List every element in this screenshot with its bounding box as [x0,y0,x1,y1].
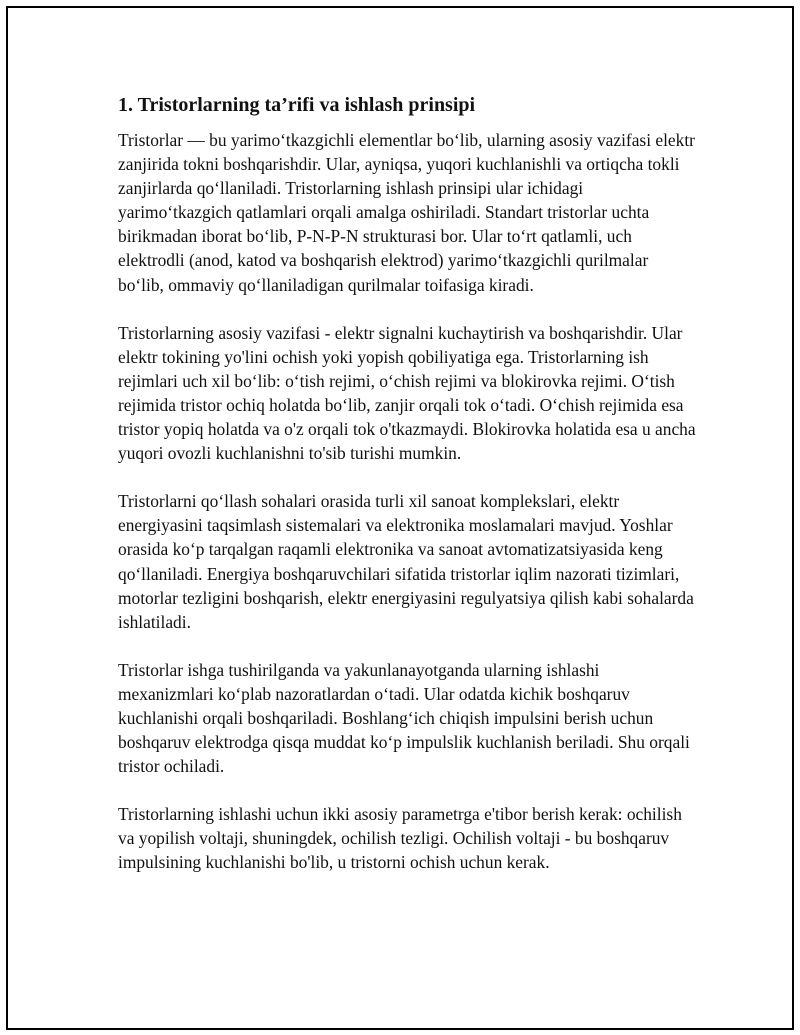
paragraph-definition: Tristorlar — bu yarimo‘tkazgichli elementlar bo‘lib, ularning asosiy vazifasi elektr zanjirida tokni boshqarishdir. Ular, ayniqsa, yuqori kuchlanishli va ortiqcha tokli zanjirlarda qo‘llaniladi. Tristorlarning ishlash prinsipi ular ichidagi yarimo‘tkazgich qatlamlari orqali amalga oshiriladi. Standart tristorlar uchta birikmadan iborat bo‘lib, P-N-P-N strukturasi bor. Ular to‘rt qatlamli, uch elektrodli (anod, katod va boshqarish elektrod) yarimo‘tkazgichli qurilmalar bo‘lib, ommaviy qo‘llaniladigan qurilmalar toifasiga kiradi. [118,130,695,295]
paragraph-parameters: Tristorlarning ishlashi uchun ikki asosiy parametrga e'tibor berish kerak: ochilish va yopilish voltaji, shuningdek, ochilish tezligi. Ochilish voltaji - bu boshqaruv impulsining kuchlanishi bo'lib, u tristorni ochish uchun kerak. [118,804,682,873]
section-heading: 1. Tristorlarning ta’rifi va ishlash prinsipi [118,94,476,116]
paragraph-modes: Tristorlarning asosiy vazifasi - elektr signalni kuchaytirish va boshqarishdir. Ular elektr tokining yo'lini ochish yoki yopish qobiliyatiga ega. Tristorlarning ish rejimlari uch xil bo‘lib: o‘tish rejimi, o‘chish rejimi va blokirovka rejimi. O‘tish rejimida tristor ochiq holatda bo‘lib, zanjir orqali tok o‘tadi. O‘chish rejimida esa tristor yopiq holatda va o'z orqali tok o'tkazmaydi. Blokirovka holatida esa u ancha yuqori ovozli kuchlanishni to'sib turishi mumkin. [118,322,696,464]
paragraph-control: Tristorlar ishga tushirilganda va yakunlanayotganda ularning ishlashi mexanizmlari ko‘plab nazoratlardan o‘tadi. Ular odatda kichik boshqaruv kuchlanishi orqali boshqariladi. Boshlang‘ich chiqish impulsini berish uchun boshqaruv elektrodga qisqa muddat ko‘p impulslik kuchlanish beriladi. Shu orqali tristor ochiladi. [118,659,690,777]
document-body [118,92,698,899]
paragraph-applications: Tristorlarni qo‘llash sohalari orasida turli xil sanoat komplekslari, elektr energiyasini taqsimlash sistemalari va elektronika moslamalari mavjud. Yoshlar orasida ko‘p tarqalgan raqamli elektronika va sanoat avtomatizatsiyasida keng qo‘llaniladi. Energiya boshqaruvchilari sifatida tristorlar iqlim nazorati tizimlari, motorlar tezligini boshqarish, elektr energiyasini regulyatsiya qilish kabi sohalarda ishlatiladi. [118,491,694,632]
